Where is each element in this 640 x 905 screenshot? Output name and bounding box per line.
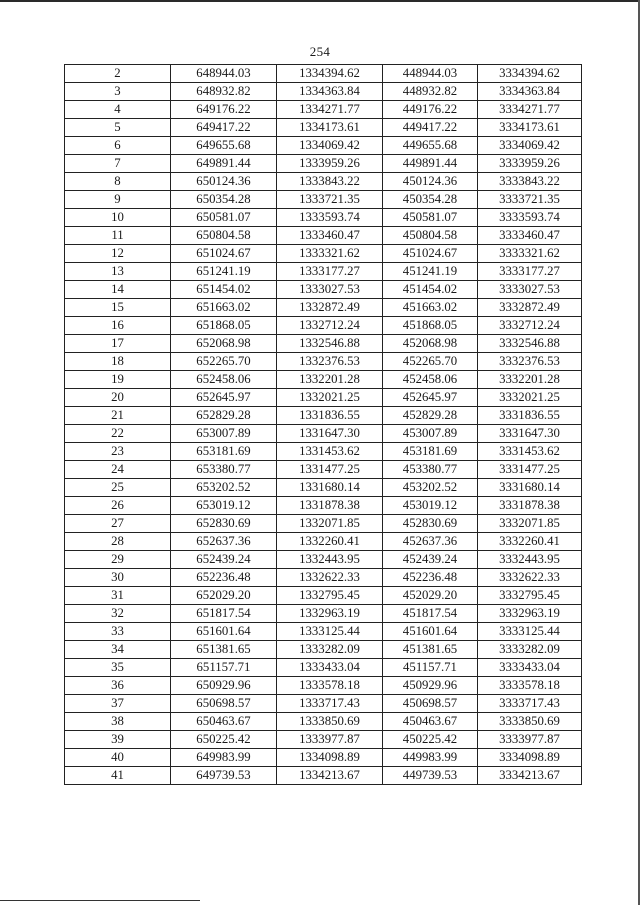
table-row — [65, 317, 582, 335]
y-coordinate-cell: 1333843.22 — [277, 173, 383, 191]
table-row — [65, 731, 582, 749]
y-coordinate-alt-cell: 3333977.87 — [478, 731, 582, 749]
table-row — [65, 119, 582, 137]
x-coordinate-cell: 649176.22 — [171, 101, 277, 119]
table-row — [65, 659, 582, 677]
x-coordinate-cell: 650929.96 — [171, 677, 277, 695]
x-coordinate-alt-cell: 452637.36 — [383, 533, 478, 551]
x-coordinate-alt-cell: 452236.48 — [383, 569, 478, 587]
x-coordinate-alt-cell: 452439.24 — [383, 551, 478, 569]
x-coordinate-cell: 650581.07 — [171, 209, 277, 227]
x-coordinate-alt-cell: 453019.12 — [383, 497, 478, 515]
x-coordinate-alt-cell: 451157.71 — [383, 659, 478, 677]
x-coordinate-alt-cell: 450804.58 — [383, 227, 478, 245]
x-coordinate-alt-cell: 449417.22 — [383, 119, 478, 137]
point-number-cell: 8 — [65, 173, 171, 191]
point-number-cell: 36 — [65, 677, 171, 695]
point-number-cell: 37 — [65, 695, 171, 713]
x-coordinate-cell: 651157.71 — [171, 659, 277, 677]
point-number-cell: 32 — [65, 605, 171, 623]
y-coordinate-alt-cell: 3334173.61 — [478, 119, 582, 137]
y-coordinate-cell: 1331836.55 — [277, 407, 383, 425]
x-coordinate-alt-cell: 451024.67 — [383, 245, 478, 263]
point-number-cell: 15 — [65, 299, 171, 317]
x-coordinate-cell: 652236.48 — [171, 569, 277, 587]
point-number-cell: 5 — [65, 119, 171, 137]
x-coordinate-cell: 652830.69 — [171, 515, 277, 533]
y-coordinate-alt-cell: 3333125.44 — [478, 623, 582, 641]
x-coordinate-alt-cell: 453181.69 — [383, 443, 478, 461]
y-coordinate-alt-cell: 3332021.25 — [478, 389, 582, 407]
point-number-cell: 2 — [65, 65, 171, 83]
y-coordinate-alt-cell: 3332872.49 — [478, 299, 582, 317]
table-row — [65, 389, 582, 407]
scan-border-top — [0, 0, 640, 2]
point-number-cell: 9 — [65, 191, 171, 209]
y-coordinate-cell: 1332376.53 — [277, 353, 383, 371]
x-coordinate-alt-cell: 449655.68 — [383, 137, 478, 155]
y-coordinate-alt-cell: 3333850.69 — [478, 713, 582, 731]
y-coordinate-alt-cell: 3334271.77 — [478, 101, 582, 119]
x-coordinate-alt-cell: 453007.89 — [383, 425, 478, 443]
table-row — [65, 353, 582, 371]
point-number-cell: 18 — [65, 353, 171, 371]
table-row — [65, 227, 582, 245]
x-coordinate-alt-cell: 452645.97 — [383, 389, 478, 407]
x-coordinate-alt-cell: 450354.28 — [383, 191, 478, 209]
y-coordinate-alt-cell: 3333460.47 — [478, 227, 582, 245]
y-coordinate-cell: 1334394.62 — [277, 65, 383, 83]
y-coordinate-cell: 1332201.28 — [277, 371, 383, 389]
table-row — [65, 479, 582, 497]
point-number-cell: 10 — [65, 209, 171, 227]
y-coordinate-alt-cell: 3332071.85 — [478, 515, 582, 533]
coordinate-table-body — [65, 65, 582, 785]
x-coordinate-cell: 653007.89 — [171, 425, 277, 443]
x-coordinate-alt-cell: 451454.02 — [383, 281, 478, 299]
point-number-cell: 21 — [65, 407, 171, 425]
table-row — [65, 533, 582, 551]
point-number-cell: 7 — [65, 155, 171, 173]
point-number-cell: 3 — [65, 83, 171, 101]
x-coordinate-cell: 653380.77 — [171, 461, 277, 479]
x-coordinate-cell: 650225.42 — [171, 731, 277, 749]
y-coordinate-cell: 1332872.49 — [277, 299, 383, 317]
y-coordinate-alt-cell: 3333433.04 — [478, 659, 582, 677]
y-coordinate-alt-cell: 3333177.27 — [478, 263, 582, 281]
x-coordinate-alt-cell: 451868.05 — [383, 317, 478, 335]
y-coordinate-alt-cell: 3333721.35 — [478, 191, 582, 209]
table-row — [65, 407, 582, 425]
x-coordinate-cell: 651454.02 — [171, 281, 277, 299]
y-coordinate-cell: 1332260.41 — [277, 533, 383, 551]
table-row — [65, 155, 582, 173]
x-coordinate-cell: 651868.05 — [171, 317, 277, 335]
page-number: 254 — [309, 44, 331, 59]
y-coordinate-cell: 1333177.27 — [277, 263, 383, 281]
point-number-cell: 38 — [65, 713, 171, 731]
y-coordinate-cell: 1331647.30 — [277, 425, 383, 443]
x-coordinate-cell: 649891.44 — [171, 155, 277, 173]
y-coordinate-cell: 1333977.87 — [277, 731, 383, 749]
point-number-cell: 35 — [65, 659, 171, 677]
y-coordinate-alt-cell: 3333717.43 — [478, 695, 582, 713]
x-coordinate-alt-cell: 450929.96 — [383, 677, 478, 695]
y-coordinate-cell: 1332443.95 — [277, 551, 383, 569]
x-coordinate-cell: 649983.99 — [171, 749, 277, 767]
y-coordinate-cell: 1332963.19 — [277, 605, 383, 623]
y-coordinate-alt-cell: 3332712.24 — [478, 317, 582, 335]
point-number-cell: 6 — [65, 137, 171, 155]
y-coordinate-alt-cell: 3334069.42 — [478, 137, 582, 155]
x-coordinate-cell: 651663.02 — [171, 299, 277, 317]
y-coordinate-cell: 1333460.47 — [277, 227, 383, 245]
y-coordinate-alt-cell: 3331878.38 — [478, 497, 582, 515]
y-coordinate-alt-cell: 3331647.30 — [478, 425, 582, 443]
point-number-cell: 39 — [65, 731, 171, 749]
y-coordinate-cell: 1334363.84 — [277, 83, 383, 101]
table-row — [65, 281, 582, 299]
footer-rule — [0, 900, 200, 901]
table-row — [65, 587, 582, 605]
x-coordinate-alt-cell: 450225.42 — [383, 731, 478, 749]
y-coordinate-cell: 1333321.62 — [277, 245, 383, 263]
x-coordinate-alt-cell: 448944.03 — [383, 65, 478, 83]
y-coordinate-alt-cell: 3332546.88 — [478, 335, 582, 353]
point-number-cell: 11 — [65, 227, 171, 245]
y-coordinate-cell: 1332546.88 — [277, 335, 383, 353]
table-row — [65, 299, 582, 317]
y-coordinate-alt-cell: 3333578.18 — [478, 677, 582, 695]
x-coordinate-cell: 648944.03 — [171, 65, 277, 83]
table-row — [65, 443, 582, 461]
x-coordinate-alt-cell: 452458.06 — [383, 371, 478, 389]
x-coordinate-alt-cell: 450698.57 — [383, 695, 478, 713]
y-coordinate-cell: 1333125.44 — [277, 623, 383, 641]
y-coordinate-cell: 1333717.43 — [277, 695, 383, 713]
x-coordinate-cell: 652029.20 — [171, 587, 277, 605]
table-row — [65, 551, 582, 569]
x-coordinate-cell: 652637.36 — [171, 533, 277, 551]
table-row — [65, 515, 582, 533]
y-coordinate-alt-cell: 3333593.74 — [478, 209, 582, 227]
x-coordinate-cell: 651601.64 — [171, 623, 277, 641]
y-coordinate-alt-cell: 3334098.89 — [478, 749, 582, 767]
table-row — [65, 695, 582, 713]
table-row — [65, 191, 582, 209]
y-coordinate-alt-cell: 3333843.22 — [478, 173, 582, 191]
x-coordinate-cell: 650698.57 — [171, 695, 277, 713]
point-number-cell: 25 — [65, 479, 171, 497]
point-number-cell: 13 — [65, 263, 171, 281]
table-row — [65, 245, 582, 263]
point-number-cell: 27 — [65, 515, 171, 533]
point-number-cell: 22 — [65, 425, 171, 443]
table-row — [65, 371, 582, 389]
table-row — [65, 65, 582, 83]
point-number-cell: 34 — [65, 641, 171, 659]
x-coordinate-alt-cell: 450463.67 — [383, 713, 478, 731]
y-coordinate-cell: 1331477.25 — [277, 461, 383, 479]
y-coordinate-alt-cell: 3331453.62 — [478, 443, 582, 461]
y-coordinate-cell: 1334213.67 — [277, 767, 383, 785]
x-coordinate-cell: 653202.52 — [171, 479, 277, 497]
y-coordinate-cell: 1333282.09 — [277, 641, 383, 659]
y-coordinate-alt-cell: 3331680.14 — [478, 479, 582, 497]
x-coordinate-cell: 652458.06 — [171, 371, 277, 389]
y-coordinate-cell: 1334069.42 — [277, 137, 383, 155]
y-coordinate-alt-cell: 3332376.53 — [478, 353, 582, 371]
y-coordinate-alt-cell: 3331477.25 — [478, 461, 582, 479]
point-number-cell: 40 — [65, 749, 171, 767]
table-row — [65, 677, 582, 695]
point-number-cell: 33 — [65, 623, 171, 641]
y-coordinate-cell: 1332021.25 — [277, 389, 383, 407]
table-row — [65, 623, 582, 641]
x-coordinate-cell: 652645.97 — [171, 389, 277, 407]
x-coordinate-alt-cell: 451817.54 — [383, 605, 478, 623]
table-row — [65, 713, 582, 731]
x-coordinate-alt-cell: 452265.70 — [383, 353, 478, 371]
x-coordinate-alt-cell: 452029.20 — [383, 587, 478, 605]
x-coordinate-cell: 651817.54 — [171, 605, 277, 623]
y-coordinate-cell: 1334173.61 — [277, 119, 383, 137]
point-number-cell: 29 — [65, 551, 171, 569]
y-coordinate-alt-cell: 3334363.84 — [478, 83, 582, 101]
y-coordinate-cell: 1333578.18 — [277, 677, 383, 695]
y-coordinate-alt-cell: 3333282.09 — [478, 641, 582, 659]
x-coordinate-cell: 652265.70 — [171, 353, 277, 371]
x-coordinate-alt-cell: 449983.99 — [383, 749, 478, 767]
y-coordinate-cell: 1332795.45 — [277, 587, 383, 605]
x-coordinate-cell: 650354.28 — [171, 191, 277, 209]
table-row — [65, 605, 582, 623]
x-coordinate-cell: 650804.58 — [171, 227, 277, 245]
table-row — [65, 263, 582, 281]
x-coordinate-cell: 649739.53 — [171, 767, 277, 785]
y-coordinate-alt-cell: 3333027.53 — [478, 281, 582, 299]
x-coordinate-alt-cell: 452829.28 — [383, 407, 478, 425]
x-coordinate-alt-cell: 451663.02 — [383, 299, 478, 317]
table-row — [65, 569, 582, 587]
y-coordinate-cell: 1334098.89 — [277, 749, 383, 767]
x-coordinate-alt-cell: 449891.44 — [383, 155, 478, 173]
point-number-cell: 20 — [65, 389, 171, 407]
point-number-cell: 4 — [65, 101, 171, 119]
point-number-cell: 23 — [65, 443, 171, 461]
y-coordinate-alt-cell: 3332260.41 — [478, 533, 582, 551]
x-coordinate-alt-cell: 450124.36 — [383, 173, 478, 191]
x-coordinate-alt-cell: 451601.64 — [383, 623, 478, 641]
table-row — [65, 101, 582, 119]
x-coordinate-alt-cell: 453380.77 — [383, 461, 478, 479]
point-number-cell: 19 — [65, 371, 171, 389]
x-coordinate-cell: 651381.65 — [171, 641, 277, 659]
point-number-cell: 14 — [65, 281, 171, 299]
x-coordinate-alt-cell: 451381.65 — [383, 641, 478, 659]
table-row — [65, 767, 582, 785]
x-coordinate-cell: 652439.24 — [171, 551, 277, 569]
table-row — [65, 137, 582, 155]
y-coordinate-alt-cell: 3333959.26 — [478, 155, 582, 173]
x-coordinate-cell: 650463.67 — [171, 713, 277, 731]
x-coordinate-cell: 653181.69 — [171, 443, 277, 461]
x-coordinate-cell: 648932.82 — [171, 83, 277, 101]
x-coordinate-alt-cell: 449739.53 — [383, 767, 478, 785]
table-row — [65, 461, 582, 479]
table-row — [65, 83, 582, 101]
point-number-cell: 16 — [65, 317, 171, 335]
x-coordinate-cell: 650124.36 — [171, 173, 277, 191]
y-coordinate-alt-cell: 3332795.45 — [478, 587, 582, 605]
y-coordinate-cell: 1331878.38 — [277, 497, 383, 515]
table-row — [65, 497, 582, 515]
y-coordinate-cell: 1333027.53 — [277, 281, 383, 299]
y-coordinate-cell: 1332712.24 — [277, 317, 383, 335]
y-coordinate-cell: 1332071.85 — [277, 515, 383, 533]
x-coordinate-alt-cell: 451241.19 — [383, 263, 478, 281]
point-number-cell: 17 — [65, 335, 171, 353]
point-number-cell: 30 — [65, 569, 171, 587]
coordinate-table — [64, 64, 582, 785]
table-row — [65, 209, 582, 227]
y-coordinate-alt-cell: 3332963.19 — [478, 605, 582, 623]
y-coordinate-cell: 1332622.33 — [277, 569, 383, 587]
point-number-cell: 41 — [65, 767, 171, 785]
point-number-cell: 31 — [65, 587, 171, 605]
x-coordinate-cell: 651024.67 — [171, 245, 277, 263]
table-row — [65, 749, 582, 767]
x-coordinate-cell: 649417.22 — [171, 119, 277, 137]
x-coordinate-cell: 652829.28 — [171, 407, 277, 425]
x-coordinate-alt-cell: 449176.22 — [383, 101, 478, 119]
point-number-cell: 24 — [65, 461, 171, 479]
y-coordinate-cell: 1333721.35 — [277, 191, 383, 209]
y-coordinate-cell: 1331453.62 — [277, 443, 383, 461]
y-coordinate-cell: 1333959.26 — [277, 155, 383, 173]
y-coordinate-cell: 1331680.14 — [277, 479, 383, 497]
y-coordinate-alt-cell: 3332622.33 — [478, 569, 582, 587]
y-coordinate-alt-cell: 3334394.62 — [478, 65, 582, 83]
x-coordinate-alt-cell: 448932.82 — [383, 83, 478, 101]
table-row — [65, 173, 582, 191]
x-coordinate-alt-cell: 452068.98 — [383, 335, 478, 353]
y-coordinate-alt-cell: 3332201.28 — [478, 371, 582, 389]
y-coordinate-alt-cell: 3332443.95 — [478, 551, 582, 569]
table-row — [65, 335, 582, 353]
x-coordinate-cell: 653019.12 — [171, 497, 277, 515]
y-coordinate-cell: 1334271.77 — [277, 101, 383, 119]
x-coordinate-alt-cell: 453202.52 — [383, 479, 478, 497]
y-coordinate-alt-cell: 3333321.62 — [478, 245, 582, 263]
y-coordinate-cell: 1333433.04 — [277, 659, 383, 677]
x-coordinate-alt-cell: 450581.07 — [383, 209, 478, 227]
x-coordinate-cell: 651241.19 — [171, 263, 277, 281]
table-row — [65, 425, 582, 443]
y-coordinate-cell: 1333850.69 — [277, 713, 383, 731]
point-number-cell: 28 — [65, 533, 171, 551]
y-coordinate-alt-cell: 3331836.55 — [478, 407, 582, 425]
table-row — [65, 641, 582, 659]
x-coordinate-cell: 652068.98 — [171, 335, 277, 353]
y-coordinate-alt-cell: 3334213.67 — [478, 767, 582, 785]
point-number-cell: 12 — [65, 245, 171, 263]
y-coordinate-cell: 1333593.74 — [277, 209, 383, 227]
x-coordinate-alt-cell: 452830.69 — [383, 515, 478, 533]
x-coordinate-cell: 649655.68 — [171, 137, 277, 155]
point-number-cell: 26 — [65, 497, 171, 515]
